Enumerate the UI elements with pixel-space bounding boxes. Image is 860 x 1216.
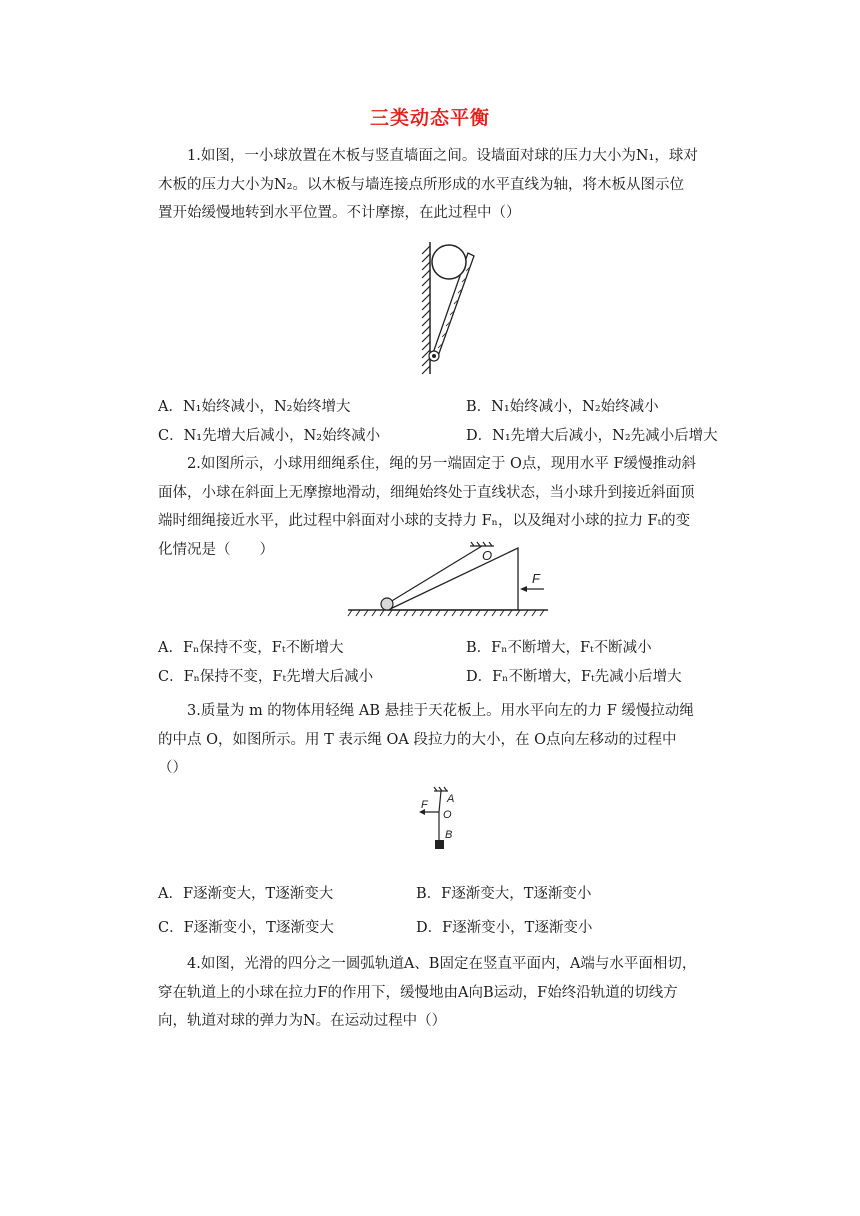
- rope-oa: [439, 791, 441, 812]
- q3-option-d[interactable]: D．F逐渐变小，T逐渐变小: [416, 920, 593, 936]
- ground-hatching: [348, 610, 544, 616]
- q1-option-d[interactable]: D．N₁先增大后减小，N₂先减小后增大: [466, 428, 718, 444]
- ceiling: [434, 787, 448, 791]
- label-o: O: [443, 809, 452, 821]
- string: [390, 546, 482, 602]
- q1-option-a[interactable]: A．N₁始终减小，N₂始终增大: [158, 399, 351, 415]
- label-f: F: [421, 799, 428, 811]
- q2-option-c[interactable]: C．Fₙ保持不变，Fₜ先增大后减小: [158, 669, 374, 685]
- q3-option-c[interactable]: C．F逐渐变小，T逐渐变大: [158, 920, 334, 936]
- mass-block: [435, 840, 444, 849]
- q1-figure: [418, 240, 478, 378]
- q3-option-b[interactable]: B．F逐渐变大，T逐渐变小: [416, 886, 592, 902]
- ball: [432, 245, 466, 279]
- page-title: 三类动态平衡: [369, 107, 490, 129]
- label-a: A: [447, 793, 455, 805]
- hinge-center: [432, 354, 436, 358]
- q2-option-d[interactable]: D．Fₙ不断增大，Fₜ先减小后增大: [466, 669, 682, 685]
- force-arrowhead: [520, 586, 527, 592]
- q4-stem: 4.如图，光滑的四分之一圆弧轨道A、B固定在竖直平面内，A端与水平面相切，穿在轨道上的小球在拉力F的作用下，缓慢地由A向B运动，F始终沿轨道的切线方向，轨道对球的弹力为N。在运动过程中（）: [158, 956, 697, 1029]
- q1-option-b[interactable]: B．N₁始终减小，N₂始终减小: [466, 399, 659, 415]
- q2-option-a[interactable]: A．Fₙ保持不变，Fₜ不断增大: [158, 640, 344, 656]
- ball: [381, 598, 393, 610]
- ceiling-mount: [470, 542, 494, 546]
- q3-figure: [414, 786, 464, 852]
- q2-option-b[interactable]: B．Fₙ不断增大，Fₜ不断减小: [466, 640, 652, 656]
- q2-figure: [346, 540, 550, 624]
- q2-stem: 2.如图所示，小球用细绳系住，绳的另一端固定于 O点，现用水平 F缓慢推动斜面体，小球在斜面上无摩擦地滑动，细绳始终处于直线状态，当小球升到接近斜面顶端时细绳接近水平，此过程中斜面对小球的支持力 Fₙ，以及绳对小球的拉力 Fₜ的变化情况是（ ）: [158, 456, 696, 558]
- q3-option-a[interactable]: A．F逐渐变大，T逐渐变大: [158, 886, 334, 902]
- q1-stem: 1.如图，一小球放置在木板与竖直墙面之间。设墙面对球的压力大小为N₁，球对木板的压力大小为N₂。以木板与墙连接点所形成的水平直线为轴，将木板从图示位置开始缓慢地转到水平位置。不计摩擦，在此过程中（）: [158, 148, 698, 221]
- label-f: F: [532, 571, 540, 586]
- q1-option-c[interactable]: C．N₁先增大后减小，N₂始终减小: [158, 428, 381, 444]
- q3-stem: 3.质量为 m 的物体用轻绳 AB 悬挂于天花板上。用水平向左的力 F 缓慢拉动绳的中点 O，如图所示。用 T 表示绳 OA 段拉力的大小，在 O点向左移动的过程中（）: [158, 703, 694, 776]
- label-b: B: [445, 829, 453, 841]
- incline: [388, 548, 518, 610]
- label-o: O: [482, 548, 493, 563]
